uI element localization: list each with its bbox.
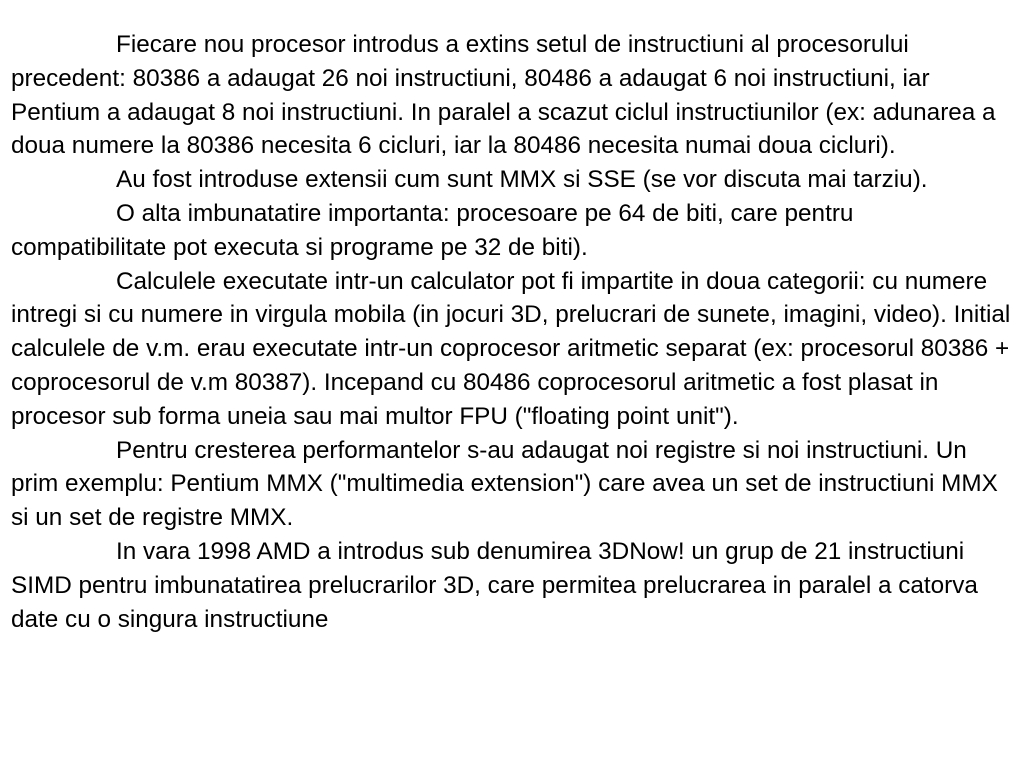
paragraph-instruction-set-growth: Fiecare nou procesor introdus a extins setul de instructiuni al procesorului precedent: 80386 a adaugat 26 noi instructiuni, 80486 a adaugat 6 noi instructiuni, iar Pentium a adaugat 8 noi instructiuni. In paralel a scazut ciclul instructiunilor (ex: adunarea a doua numere la 80386 necesita 6 cicluri, iar la 80486 necesita numai doua cicluri). xyxy=(11,31,996,160)
paragraph-mmx-sse-extensions: Au fost introduse extensii cum sunt MMX si SSE (se vor discuta mai tarziu). xyxy=(116,166,928,194)
paragraph-amd-3dnow: In vara 1998 AMD a introdus sub denumirea 3DNow! un grup de 21 instructiuni SIMD pentru imbunatatirea prelucrarilor 3D, care permitea prelucrarea in paralel a catorva date cu o singura instructiune xyxy=(11,537,978,633)
paragraph-pentium-mmx: Pentru cresterea performantelor s-au adaugat noi registre si noi instructiuni. Un prim exemplu: Pentium MMX ("multimedia extension") care avea un set de instructiuni MMX si un set de registre MMX. xyxy=(11,436,998,532)
paragraph-floating-point-coprocessor: Calculele executate intr-un calculator pot fi impartite in doua categorii: cu numere intregi si cu numere in virgula mobila (in jocuri 3D, prelucrari de sunete, imagini, video). Initial calculele de v.m. erau executate intr-un coprocesor aritmetic separat (ex: procesorul 80386 + coprocesorul de v.m 80387). Incepand cu 80486 coprocesorul aritmetic a fost plasat in procesor sub forma uneia sau mai multor FPU ("floating point unit"). xyxy=(11,267,1011,430)
paragraph-64-bit-processors: O alta imbunatatire importanta: procesoare pe 64 de biti, care pentru compatibilitate pot executa si programe pe 32 de biti). xyxy=(11,199,854,261)
